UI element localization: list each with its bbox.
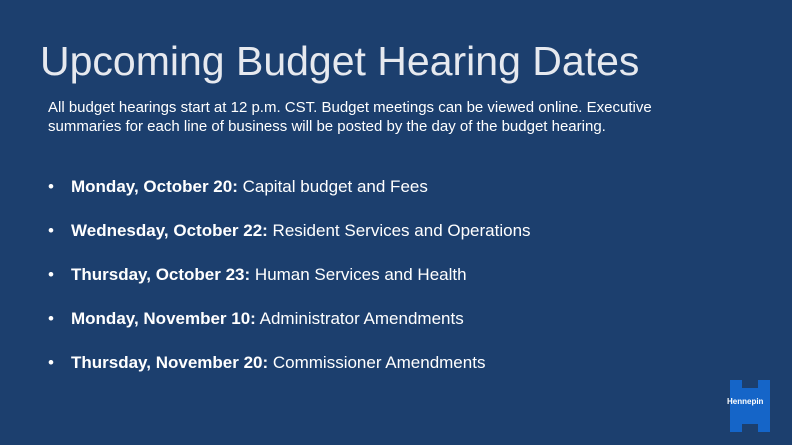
hearing-date: Thursday, October 23: — [71, 265, 251, 284]
bullet-icon: • — [48, 309, 54, 328]
list-item — [48, 177, 531, 221]
list-item — [48, 265, 531, 309]
hearing-date: Monday, October 20: — [71, 177, 238, 196]
hearing-date: Wednesday, October 22: — [71, 221, 268, 240]
slide-title: Upcoming Budget Hearing Dates — [40, 38, 640, 84]
hennepin-logo — [727, 380, 770, 432]
bullet-icon: • — [48, 353, 54, 372]
hearing-list — [48, 177, 531, 397]
logo-notch — [742, 380, 758, 388]
hearing-topic: Capital budget and Fees — [237, 177, 428, 196]
hearing-topic: Human Services and Health — [250, 265, 467, 284]
bullet-icon: • — [48, 265, 54, 284]
list-item — [48, 221, 531, 265]
hearing-topic: Administrator Amendments — [255, 309, 464, 328]
list-item — [48, 309, 531, 353]
logo-crossbar — [730, 388, 770, 424]
list-item — [48, 353, 531, 397]
hearing-topic: Commissioner Amendments — [268, 353, 486, 372]
hearing-topic: Resident Services and Operations — [267, 221, 531, 240]
logo-text: Hennepin — [727, 397, 764, 406]
hearing-date: Monday, November 10: — [71, 309, 256, 328]
hearing-date: Thursday, November 20: — [71, 353, 269, 372]
bullet-icon: • — [48, 177, 54, 196]
bullet-icon: • — [48, 221, 54, 240]
intro-text: All budget hearings start at 12 p.m. CST. Budget meetings can be viewed online. Executive summaries for each line of business will be posted by the day of the budget hearing. — [48, 99, 652, 135]
